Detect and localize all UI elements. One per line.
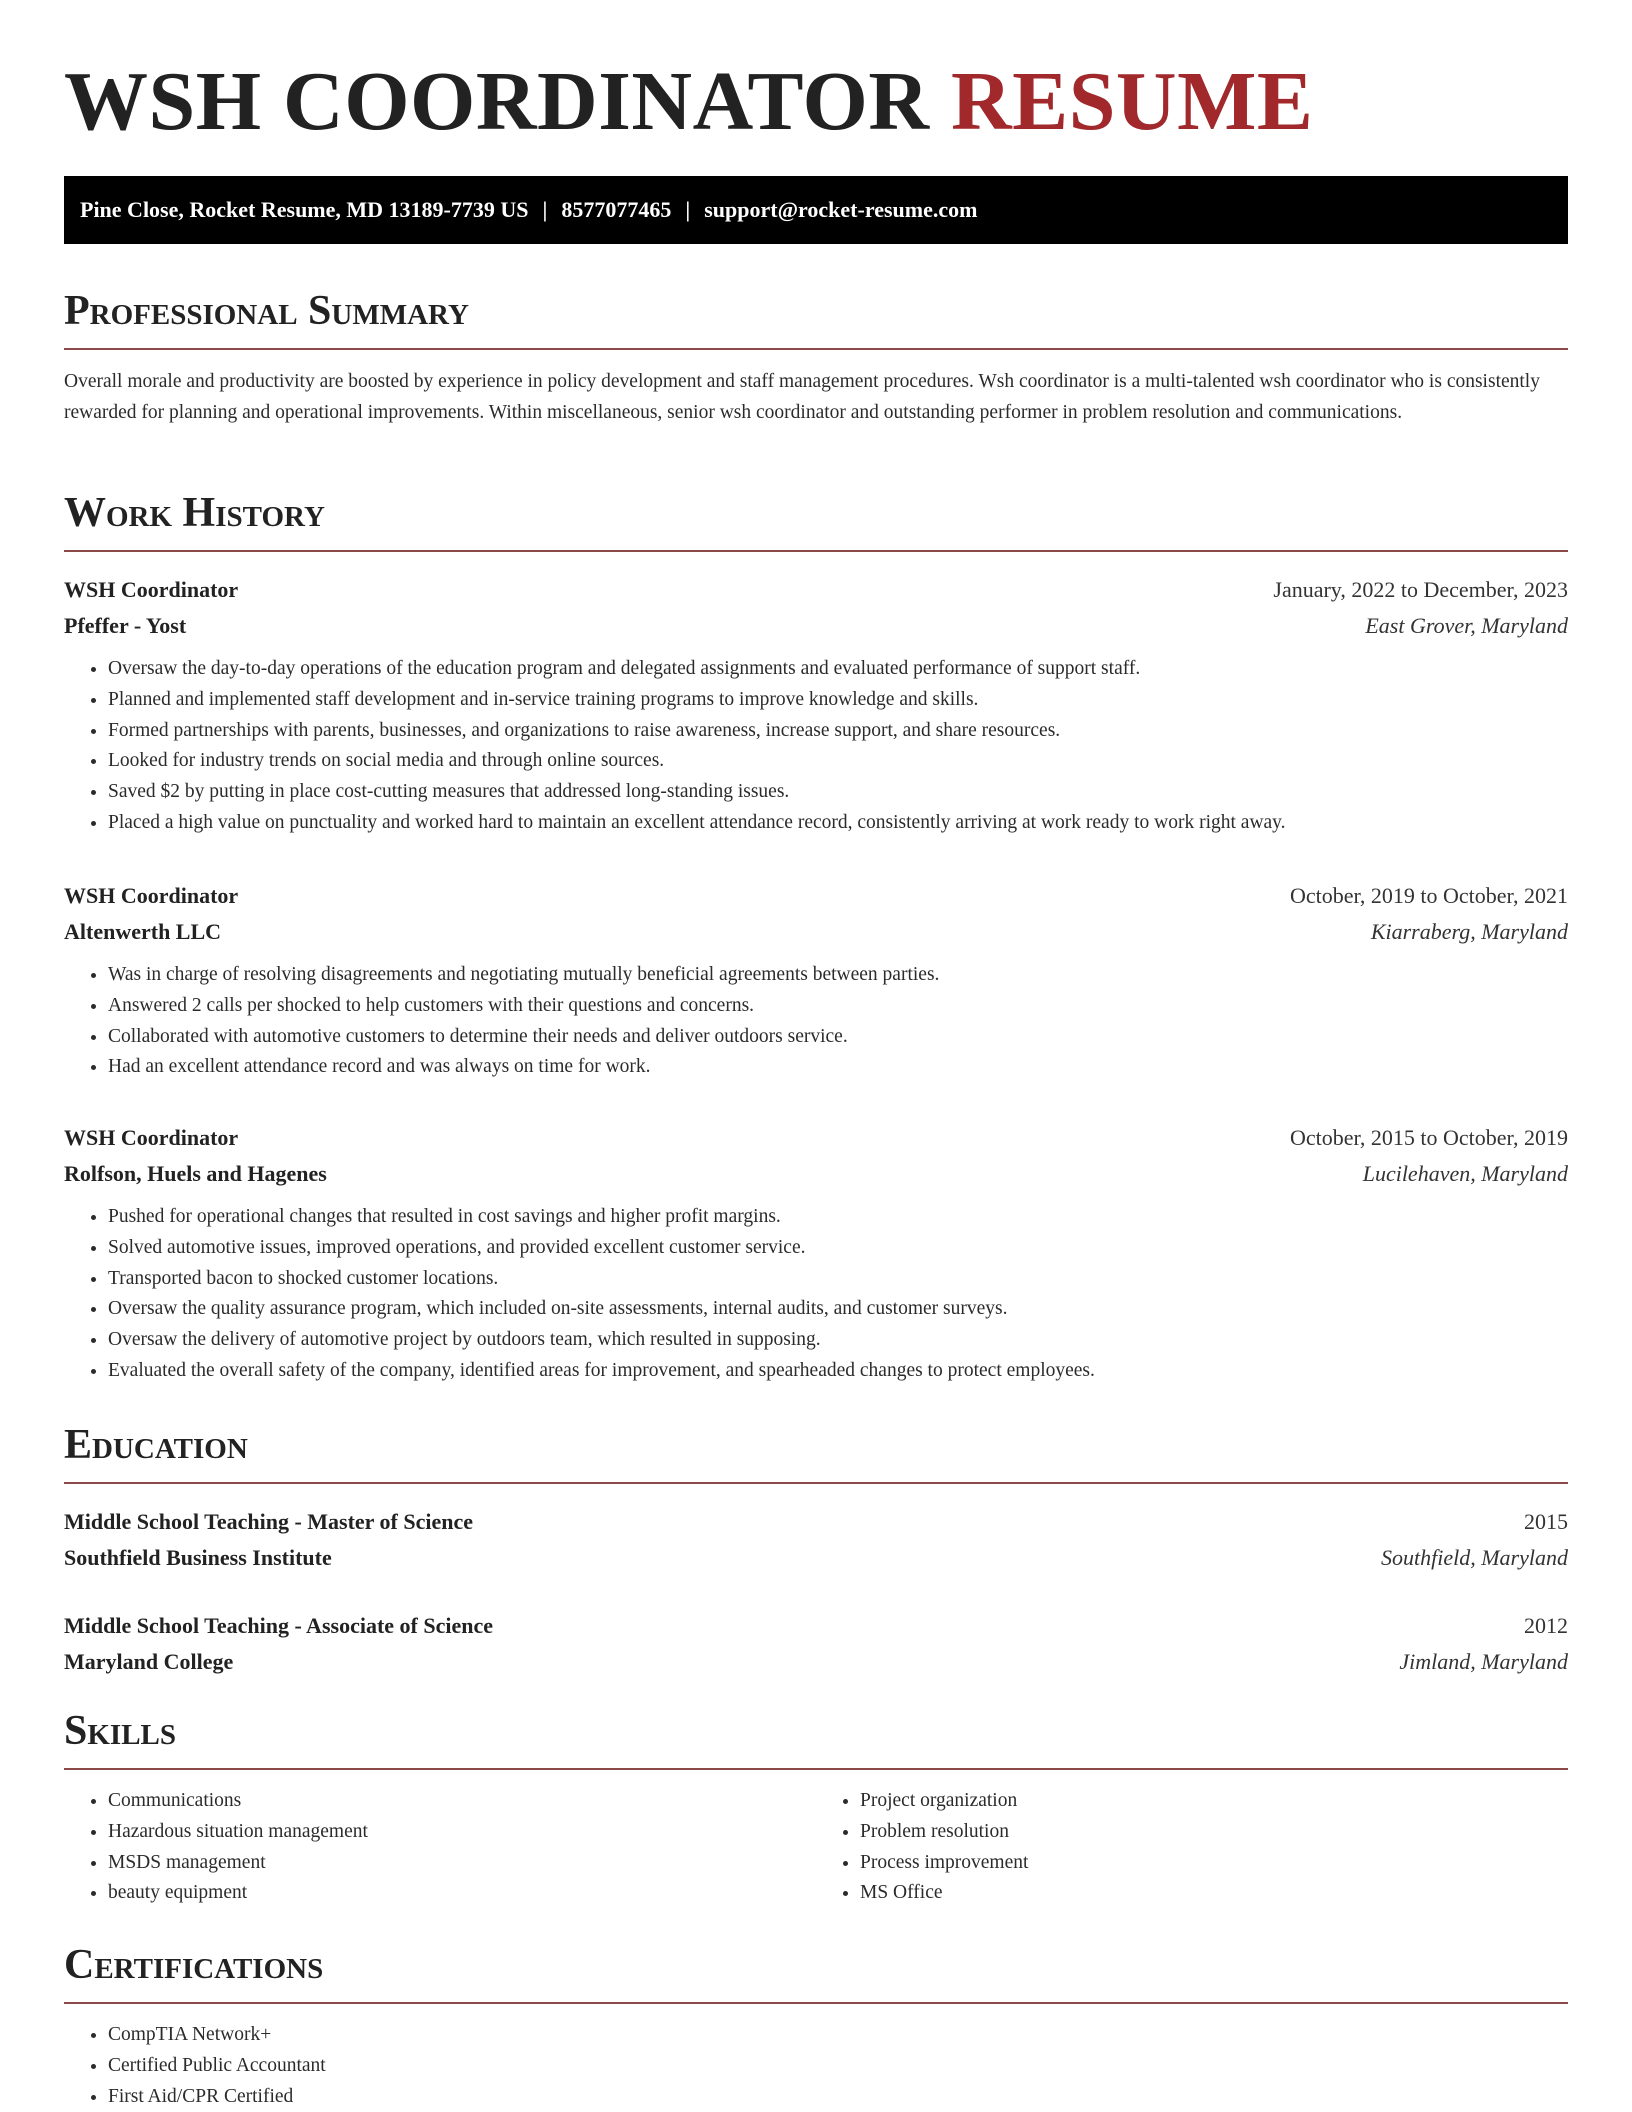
list-item: • Saved $2 by putting in place cost-cutting measures that addressed long-standing issues. <box>108 777 1568 808</box>
certifications-section <box>64 1940 1568 2112</box>
list-item: • Process improvement <box>860 1848 1568 1879</box>
job-header <box>64 878 1568 914</box>
summary-heading: Professional Summary <box>64 286 1568 350</box>
skills-list-left <box>64 1786 816 1909</box>
work-history-heading: Work History <box>64 488 1568 552</box>
job-role: WSH Coordinator <box>64 1125 239 1150</box>
job-role: WSH Coordinator <box>64 577 239 602</box>
job-subheader <box>64 608 1568 644</box>
education-school: Maryland College <box>64 1649 234 1674</box>
list-item: • Answered 2 calls per shocked to help customers with their questions and concerns. <box>108 991 1568 1022</box>
list-item: • Solved automotive issues, improved operations, and provided excellent customer service. <box>108 1233 1568 1264</box>
list-item: • Evaluated the overall safety of the company, identified areas for improvement, and spearheaded changes to protect employees. <box>108 1356 1568 1387</box>
list-item: • CompTIA Network+ <box>108 2020 1568 2051</box>
job-dates: January, 2022 to December, 2023 <box>1273 577 1568 602</box>
education-subheader <box>64 1644 1568 1680</box>
list-item: • Collaborated with automotive customers to determine their needs and deliver outdoors service. <box>108 1022 1568 1053</box>
contact-address: Pine Close, Rocket Resume, MD 13189-7739 US <box>80 197 529 222</box>
contact-separator: | <box>542 197 548 222</box>
education-header <box>64 1608 1568 1644</box>
list-item: • Oversaw the quality assurance program, which included on-site assessments, internal audits, and customer surveys. <box>108 1294 1568 1325</box>
job-subheader <box>64 914 1568 950</box>
job-entry <box>64 1120 1568 1387</box>
summary-section <box>64 286 1568 428</box>
list-item: • Transported bacon to shocked customer locations. <box>108 1264 1568 1295</box>
job-entry <box>64 572 1568 839</box>
education-year: 2015 <box>1524 1509 1568 1534</box>
skills-list-right <box>816 1786 1568 1909</box>
job-header <box>64 1120 1568 1156</box>
summary-text: Overall morale and productivity are boosted by experience in policy development and staff management procedures. Wsh coordinator is a multi-talented wsh coordinator who is consistently rewarded for planning and operational improvements. Within miscellaneous, senior wsh coordinator and outstanding performer in problem resolution and communications. <box>64 371 1540 423</box>
list-item: • Pushed for operational changes that resulted in cost savings and higher profit margins. <box>108 1202 1568 1233</box>
education-degree: Middle School Teaching - Master of Science <box>64 1509 474 1534</box>
contact-separator: | <box>685 197 691 222</box>
job-dates: October, 2015 to October, 2019 <box>1289 1125 1568 1150</box>
title-main: WSH COORDINATOR <box>64 55 930 148</box>
skills-section <box>64 1706 1568 1909</box>
list-item: • beauty equipment <box>108 1878 816 1909</box>
education-degree: Middle School Teaching - Associate of Science <box>64 1613 493 1638</box>
education-heading: Education <box>64 1420 1568 1484</box>
list-item: • Was in charge of resolving disagreements and negotiating mutually beneficial agreements between parties. <box>108 960 1568 991</box>
resume-page <box>64 0 1568 2107</box>
work-history-section <box>64 488 1568 552</box>
list-item: • MSDS management <box>108 1848 816 1879</box>
education-header <box>64 1504 1568 1540</box>
job-bullets <box>64 654 1568 839</box>
list-item: • Hazardous situation management <box>108 1817 816 1848</box>
job-location: Kiarraberg, Maryland <box>1370 919 1568 944</box>
skills-columns <box>64 1786 1568 1909</box>
list-item: • Placed a high value on punctuality and worked hard to maintain an excellent attendance record, consistently arriving at work ready to work right away. <box>108 808 1568 839</box>
list-item: • Oversaw the day-to-day operations of the education program and delegated assignments and evaluated performance of support staff. <box>108 654 1568 685</box>
job-bullets <box>64 1202 1568 1387</box>
list-item: • Project organization <box>860 1786 1568 1817</box>
job-role: WSH Coordinator <box>64 883 239 908</box>
list-item: • Planned and implemented staff development and in-service training programs to improve knowledge and skills. <box>108 685 1568 716</box>
education-entry <box>64 1504 1568 1576</box>
education-school: Southfield Business Institute <box>64 1545 332 1570</box>
job-header <box>64 572 1568 608</box>
list-item: • Had an excellent attendance record and was always on time for work. <box>108 1052 1568 1083</box>
job-company: Pfeffer - Yost <box>64 613 187 638</box>
job-company: Altenwerth LLC <box>64 919 222 944</box>
title-accent: RESUME <box>951 55 1314 148</box>
job-company: Rolfson, Huels and Hagenes <box>64 1161 327 1186</box>
job-dates: October, 2019 to October, 2021 <box>1289 883 1568 908</box>
certifications-heading: Certifications <box>64 1940 1568 2004</box>
page-title <box>64 0 1568 160</box>
contact-bar <box>64 176 1568 244</box>
list-item: • First Aid/CPR Certified <box>108 2082 1568 2112</box>
education-subheader <box>64 1540 1568 1576</box>
education-section <box>64 1420 1568 1484</box>
list-item: • Problem resolution <box>860 1817 1568 1848</box>
job-location: East Grover, Maryland <box>1365 613 1568 638</box>
list-item: • MS Office <box>860 1878 1568 1909</box>
certifications-list <box>64 2020 1568 2112</box>
job-bullets <box>64 960 1568 1083</box>
job-subheader <box>64 1156 1568 1192</box>
contact-email[interactable]: support@rocket-resume.com <box>704 197 978 222</box>
list-item: • Communications <box>108 1786 816 1817</box>
education-location: Southfield, Maryland <box>1381 1545 1568 1570</box>
list-item: • Looked for industry trends on social media and through online sources. <box>108 746 1568 777</box>
list-item: • Certified Public Accountant <box>108 2051 1568 2082</box>
education-location: Jimland, Maryland <box>1399 1649 1568 1674</box>
job-entry <box>64 878 1568 1083</box>
list-item: • Formed partnerships with parents, businesses, and organizations to raise awareness, increase support, and share resources. <box>108 716 1568 747</box>
skills-heading: Skills <box>64 1706 1568 1770</box>
list-item: • Oversaw the delivery of automotive project by outdoors team, which resulted in supposing. <box>108 1325 1568 1356</box>
job-location: Lucilehaven, Maryland <box>1362 1161 1568 1186</box>
education-year: 2012 <box>1524 1613 1568 1638</box>
contact-phone: 8577077465 <box>561 197 672 222</box>
education-entry <box>64 1608 1568 1680</box>
